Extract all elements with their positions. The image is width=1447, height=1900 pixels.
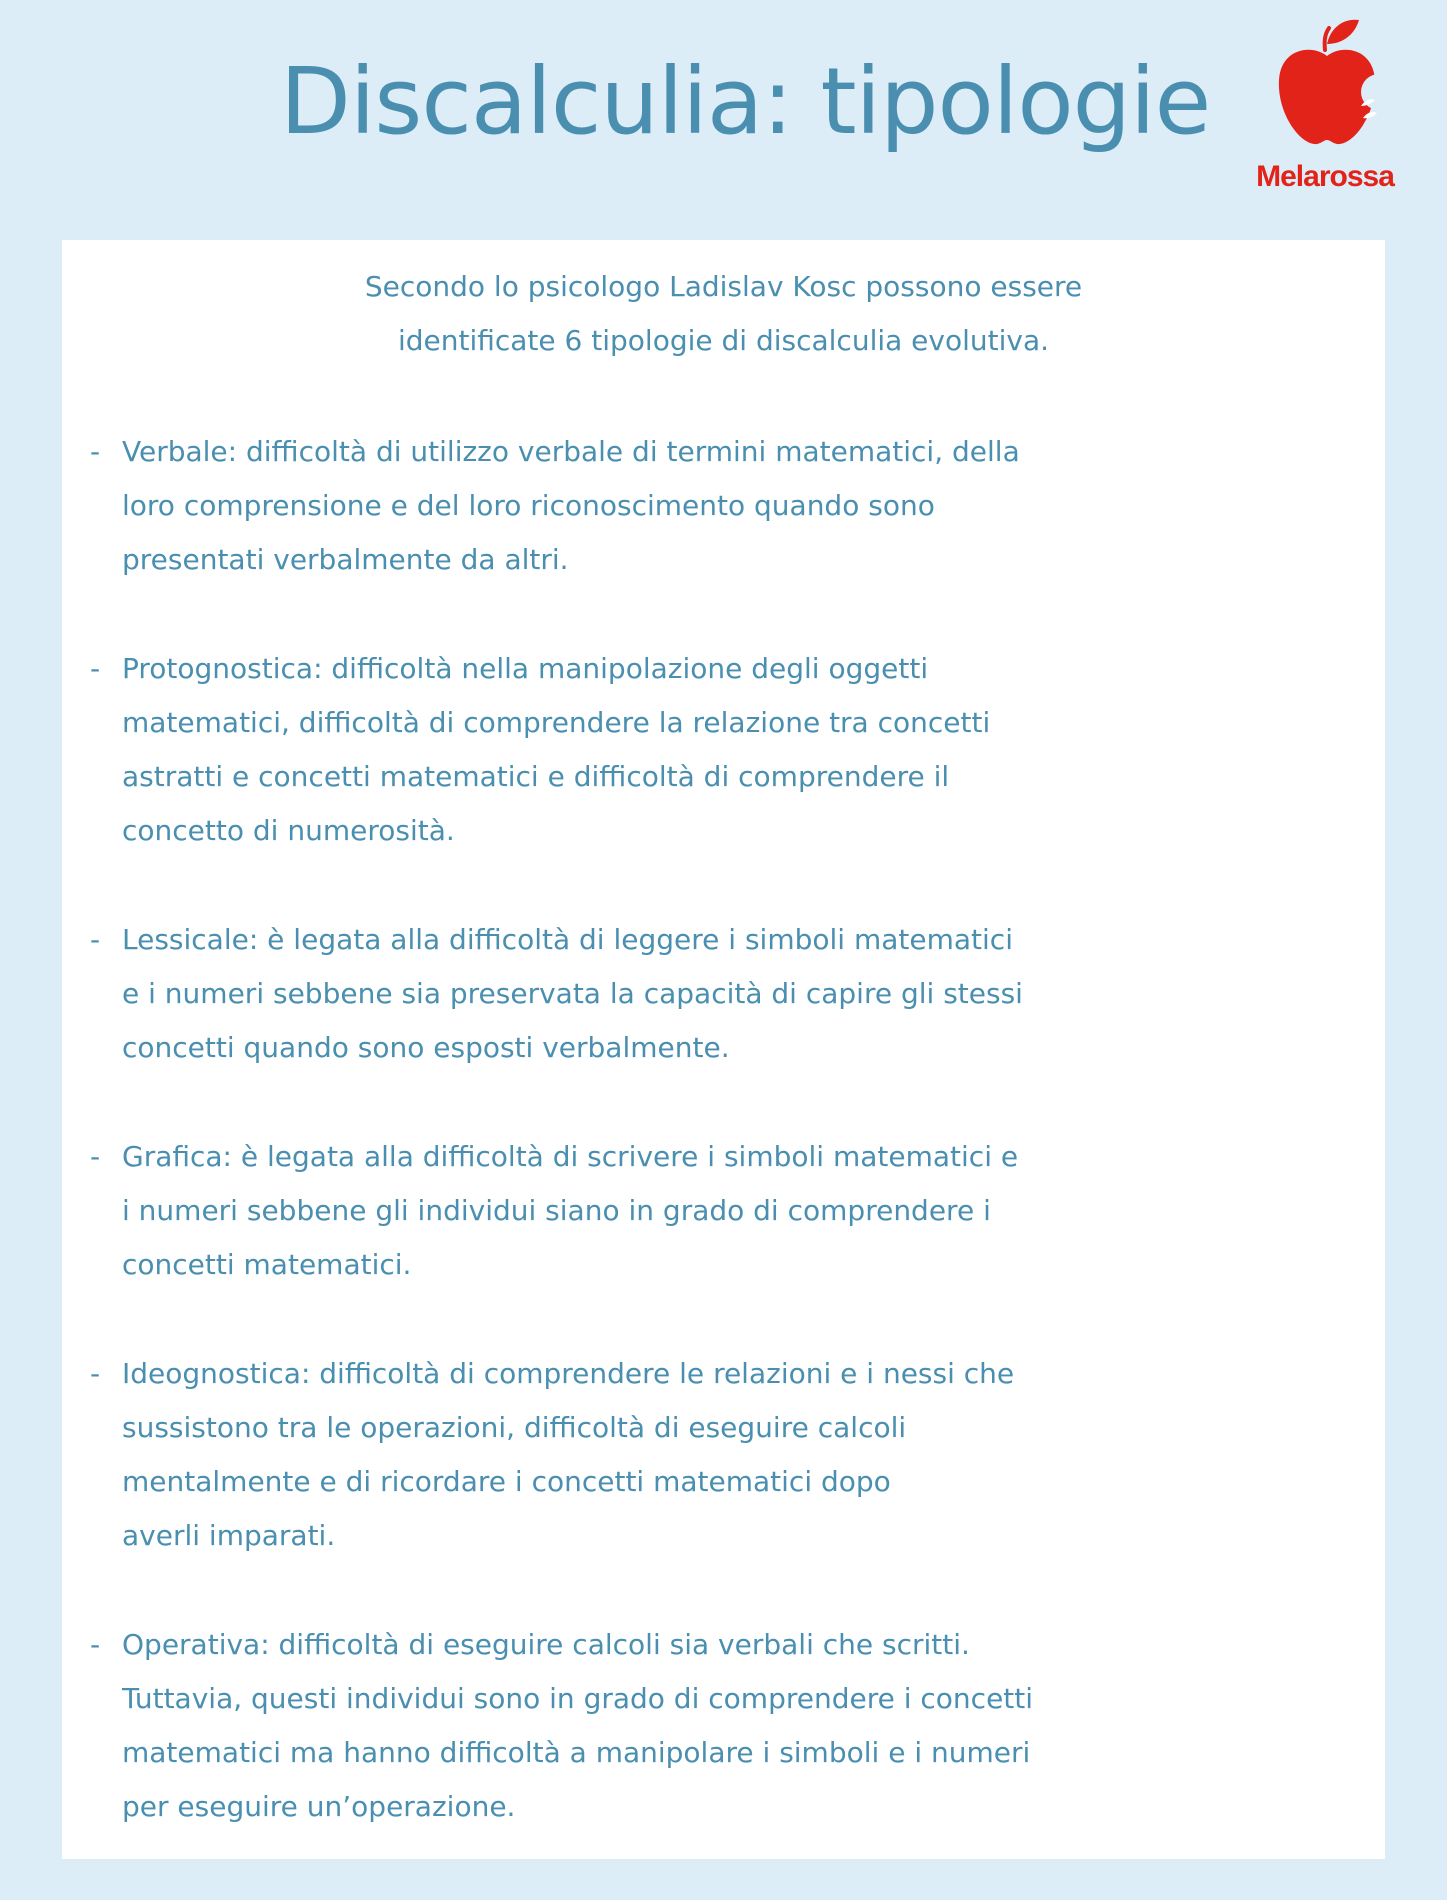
list-item-operativa <box>62 1618 1385 1834</box>
item-line: Tuttavia, questi individui sono in grado di comprendere i concetti <box>122 1682 1034 1715</box>
melarossa-logo <box>1240 10 1410 195</box>
list-item-protognostica <box>62 642 1385 858</box>
bullet-dash: - <box>90 435 101 468</box>
item-line: loro comprensione e del loro riconoscimento quando sono <box>122 489 935 522</box>
item-line: sussistono tra le operazioni, difficoltà di eseguire calcoli <box>122 1411 907 1444</box>
typology-list <box>62 425 1385 1889</box>
page-title: Discalculia: tipologie <box>280 48 1211 155</box>
list-item-grafica <box>62 1130 1385 1292</box>
list-item-lessicale <box>62 913 1385 1075</box>
content-panel <box>62 240 1385 1859</box>
item-line: mentalmente e di ricordare i concetti matematici dopo <box>122 1465 891 1498</box>
item-line: Operativa: difficoltà di eseguire calcoli sia verbali che scritti. <box>122 1628 970 1661</box>
item-line: Verbale: difficoltà di utilizzo verbale di termini matematici, della <box>122 435 1020 468</box>
item-line: concetti quando sono esposti verbalmente. <box>122 1031 730 1064</box>
item-line: presentati verbalmente da altri. <box>122 543 569 576</box>
item-line: Lessicale: è legata alla difficoltà di leggere i simboli matematici <box>122 923 1013 956</box>
item-line: Ideognostica: difficoltà di comprendere le relazioni e i nessi che <box>122 1357 1015 1390</box>
list-item-ideognostica <box>62 1347 1385 1563</box>
bullet-dash: - <box>90 923 101 956</box>
item-line: concetto di numerosità. <box>122 814 455 847</box>
intro-text <box>62 260 1385 368</box>
item-line: astratti e concetti matematici e difficoltà di comprendere il <box>122 760 950 793</box>
bullet-dash: - <box>90 652 101 685</box>
apple-icon <box>1267 14 1387 154</box>
bullet-dash: - <box>90 1140 101 1173</box>
bullet-dash: - <box>90 1357 101 1390</box>
item-line: concetti matematici. <box>122 1248 412 1281</box>
item-line: Grafica: è legata alla difficoltà di scrivere i simboli matematici e <box>122 1140 1019 1173</box>
bullet-dash: - <box>90 1628 101 1661</box>
logo-text: Melarossa <box>1256 160 1394 193</box>
item-line: e i numeri sebbene sia preservata la capacità di capire gli stessi <box>122 977 1023 1010</box>
item-line: matematici ma hanno difficoltà a manipolare i simboli e i numeri <box>122 1736 1031 1769</box>
item-line: averli imparati. <box>122 1519 336 1552</box>
list-item-verbale <box>62 425 1385 587</box>
item-line: i numeri sebbene gli individui siano in grado di comprendere i <box>122 1194 991 1227</box>
intro-line: identificate 6 tipologie di discalculia evolutiva. <box>397 324 1050 357</box>
intro-line: Secondo lo psicologo Ladislav Kosc possono essere <box>364 270 1083 303</box>
item-line: matematici, difficoltà di comprendere la relazione tra concetti <box>122 706 991 739</box>
item-line: per eseguire un’operazione. <box>122 1790 516 1823</box>
item-line: Protognostica: difficoltà nella manipolazione degli oggetti <box>122 652 929 685</box>
